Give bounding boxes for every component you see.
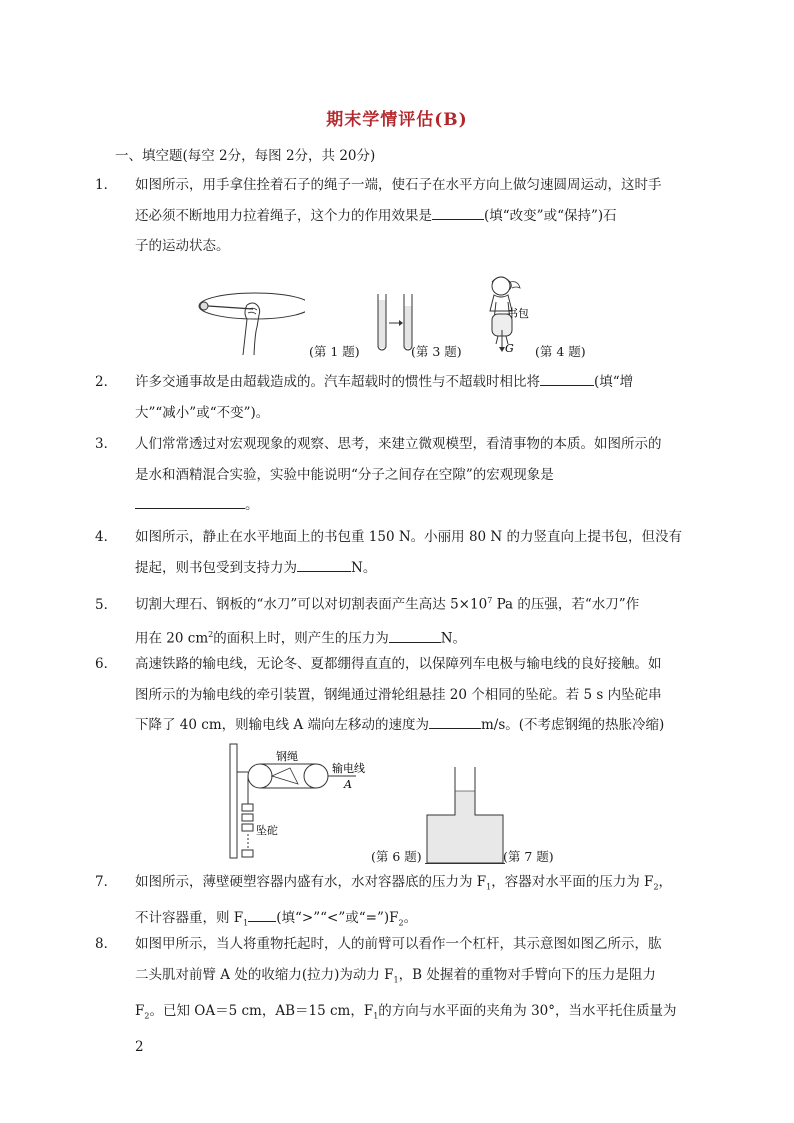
q5-area-exponent: 2 (208, 630, 214, 639)
caption-figure-7: (第 7 题) (503, 849, 554, 864)
question-2 (95, 367, 685, 428)
q5-exponent: 7 (487, 596, 493, 605)
caption-figure-4: (第 4 题) (535, 344, 586, 359)
q7-line-b3: 。 (403, 910, 418, 927)
q5-line-a2: Pa 的压强，若“水刀”作 (492, 596, 640, 613)
q6-line-a: 高速铁路的输电线，无论冬、夏都绷得直直的，以保障列车电极与输电线的良好接触。如 (135, 656, 662, 672)
q7-line-a2: ，容器对水平面的压力为 F (491, 874, 654, 890)
q7-sub-4: 2 (398, 918, 404, 928)
fig4-bag-label: 书包 (507, 307, 529, 320)
page-title: 期末学情评估(B) (326, 110, 468, 130)
q2-blank[interactable] (540, 371, 594, 386)
q4-line-b: 提起，则书包受到支持力为 (135, 559, 297, 576)
q2-line-a: 许多交通事故是由超载造成的。汽车超载时的惯性与不超载时相比将 (135, 374, 540, 390)
q6-line-c1: 下降了 40 cm，则输电线 A 端向左移动的速度为 (135, 717, 429, 733)
q7-number: 7． (95, 874, 118, 890)
fig4-g-label: G (505, 342, 514, 355)
caption-figure-3: (第 3 题) (411, 344, 462, 359)
q5-line-b2: 的面积上时，则产生的压力为 (213, 630, 389, 647)
q3-line-c: 。 (245, 497, 259, 513)
q7-sub-1: 1 (486, 882, 492, 892)
fig6-rope-label: 钢绳 (276, 750, 298, 763)
q2-line-b: (填“增 (594, 374, 634, 390)
figure-1-stone-circle (195, 285, 305, 357)
figure-6-pulley-system (228, 742, 378, 862)
q7-blank[interactable] (248, 907, 276, 922)
q6-line-b: 图所示的为输电线的牵引装置，钢绳通过滑轮组悬挂 20 个相同的坠砣。若 5 s 内坠砣串 (135, 686, 662, 703)
q8-sub-1: 1 (393, 975, 399, 985)
q3-line-a: 人们常常透过对宏观现象的观察、思考，来建立微观模型，看清事物的本质。如图所示的 (135, 436, 662, 452)
caption-figure-1: (第 1 题) (309, 344, 360, 359)
q7-line-a1: 如图所示，薄壁硬塑容器内盛有水，水对容器底的压力为 F (135, 874, 487, 890)
q8-line-c2: 。已知 OA＝5 cm，AB＝15 cm，F (149, 1002, 374, 1019)
q7-sub-2: 2 (653, 882, 659, 892)
q2-line-c: 大”“减小”或“不变”)。 (135, 404, 270, 421)
q5-blank[interactable] (389, 628, 441, 643)
question-5 (95, 586, 685, 654)
q4-blank[interactable] (297, 557, 351, 572)
q1-line-d: 子的运动状态。 (135, 238, 230, 254)
q1-number: 1． (95, 177, 118, 193)
q1-line-c: (填“改变”或“保持”)石 (484, 207, 617, 224)
question-8 (95, 929, 685, 1062)
fig6-a-label: A (344, 778, 352, 791)
figure-4-girl-schoolbag (474, 272, 534, 358)
q3-line-b: 是水和酒精混合实验，实验中能说明“分子之间存在空隙”的宏观现象是 (135, 466, 554, 483)
q8-line-a: 如图甲所示，当人将重物托起时，人的前臂可以看作一个杠杆，其示意图如图乙所示，肱 (135, 936, 662, 952)
q8-line-b1: 二头肌对前臂 A 处的收缩力(拉力)为动力 F (135, 966, 394, 983)
q8-line-b2: ，B 处握着的重物对手臂向下的压力是阻力 (398, 966, 656, 983)
q7-sub-3: 1 (243, 918, 249, 928)
q5-line-a1: 切割大理石、钢板的“水刀”可以对切割表面产生高达 5×10 (135, 596, 488, 613)
figure-7-water-container (425, 765, 505, 865)
q8-sub-3: 1 (373, 1011, 379, 1021)
q4-number: 4． (95, 529, 118, 545)
q4-line-a: 如图所示，静止在水平地面上的书包重 150 N。小丽用 80 N 的力竖直向上提书包，但没有 (135, 529, 683, 545)
q5-number: 5． (95, 596, 118, 613)
q7-line-a3: ， (658, 874, 673, 890)
question-4 (95, 522, 685, 583)
question-3 (95, 429, 685, 521)
q7-line-b2: (填“>”“<”或“=”)F (276, 910, 399, 927)
question-6 (95, 649, 685, 741)
q7-line-b1: 不计容器重，则 F (135, 910, 244, 927)
question-1 (95, 170, 685, 262)
section-heading: 一、填空题(每空 2分，每图 2分，共 20分) (115, 148, 376, 164)
q6-number: 6． (95, 656, 118, 672)
caption-figure-6: (第 6 题) (371, 849, 422, 864)
q3-blank[interactable] (135, 494, 245, 509)
q3-number: 3． (95, 436, 118, 452)
q8-sub-2: 2 (144, 1011, 150, 1021)
q8-number: 8． (95, 936, 118, 952)
q6-blank[interactable] (429, 714, 481, 729)
fig6-line-label: 输电线 (332, 762, 365, 775)
q4-line-c: N。 (351, 559, 377, 576)
q5-line-c: N。 (440, 630, 467, 647)
q5-line-b1: 用在 20 cm (135, 630, 209, 647)
q2-number: 2． (95, 374, 118, 390)
q6-line-c2: m/s。(不考虑钢绳的热胀冷缩) (480, 717, 665, 733)
q1-blank[interactable] (432, 205, 484, 220)
q1-line-b: 还必须不断地用力拉着绳子，这个力的作用效果是 (135, 207, 432, 224)
q8-line-c1: F (135, 1002, 145, 1019)
q1-line-a: 如图所示，用手拿住拴着石子的绳子一端，使石子在水平方向上做匀速圆周运动，这时手 (135, 177, 662, 193)
q8-line-c3: 的方向与水平面的夹角为 30°，当水平托住质量为 2 (135, 1002, 677, 1055)
fig6-weight-label: 坠砣 (256, 824, 278, 837)
